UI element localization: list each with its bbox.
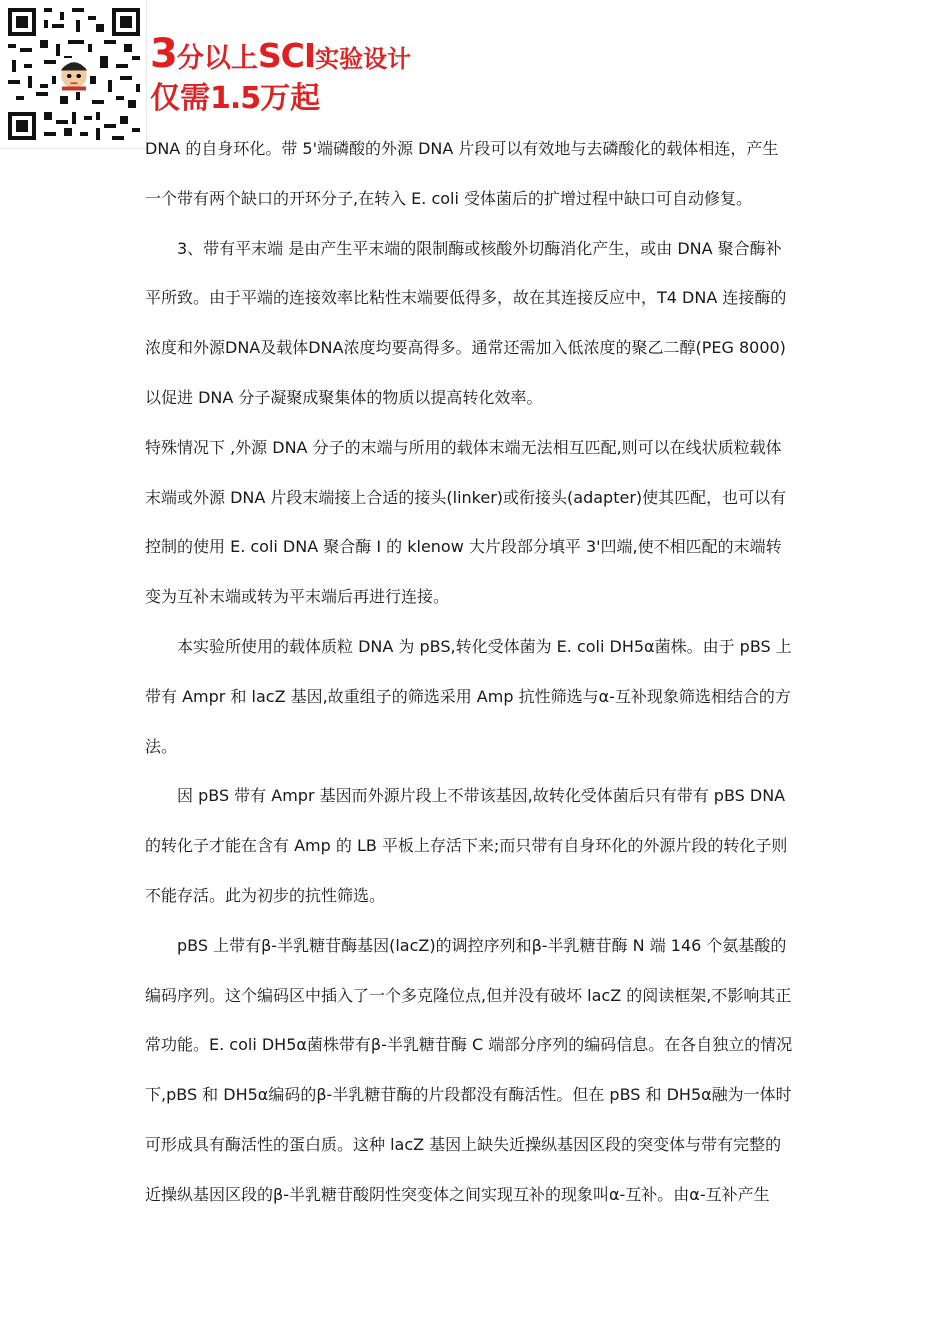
advertisement-banner[interactable]: [150, 31, 412, 116]
ad-text: 万起: [260, 81, 321, 116]
ad-text: 仅需: [150, 81, 210, 116]
text-line: 本实验所使用的载体质粒 DNA 为 pBS,转化受体菌为 E. coli DH5α菌株。由于 pBS 上: [177, 636, 792, 656]
text-line: 控制的使用 E. coli DNA 聚合酶 I 的 klenow 大片段部分填平 3'凹端,使不相匹配的末端转: [145, 537, 782, 557]
text-line: 下,pBS 和 DH5α编码的β-半乳糖苷酶的片段都没有酶活性。但在 pBS 和 DH5α融为一体时: [145, 1085, 792, 1105]
ad-text: 分以上: [176, 43, 258, 74]
text-line: 不能存活。此为初步的抗性筛选。: [145, 885, 386, 905]
text-line: 特殊情况下 ,外源 DNA 分子的末端与所用的载体末端无法相互匹配,则可以在线状质粒载体: [145, 437, 782, 457]
text-line: 常功能。E. coli DH5α菌株带有β-半乳糖苷酶 C 端部分序列的编码信息。在各自独立的情况: [145, 1035, 793, 1055]
text-line: 一个带有两个缺口的开环分子,在转入 E. coli 受体菌后的扩增过程中缺口可自动修复。: [145, 188, 753, 208]
text-line: 因 pBS 带有 Ampr 基因而外源片段上不带该基因,故转化受体菌后只有带有 pBS DNA: [177, 786, 786, 806]
text-line: 近操纵基因区段的β-半乳糖苷酸阴性突变体之间实现互补的现象叫α-互补。由α-互补产生: [145, 1184, 770, 1204]
text-line: 平所致。由于平端的连接效率比粘性末端要低得多，故在其连接反应中，T4 DNA 连接酶的: [145, 288, 787, 308]
qr-code-image[interactable]: [8, 8, 140, 140]
ad-price: 1.5: [210, 81, 261, 116]
text-line: 变为互补末端或转为平末端后再进行连接。: [145, 587, 450, 607]
text-line: pBS 上带有β-半乳糖苷酶基因(lacZ)的调控序列和β-半乳糖苷酶 N 端 146 个氨基酸的: [177, 935, 787, 955]
text-line: 编码序列。这个编码区中插入了一个多克隆位点,但并没有破坏 lacZ 的阅读框架,不影响其正: [145, 985, 792, 1005]
ad-number: 3: [150, 31, 177, 77]
text-line: 3、带有平末端 是由产生平末端的限制酶或核酸外切酶消化产生，或由 DNA 聚合酶补: [177, 238, 782, 258]
text-line: 带有 Ampr 和 lacZ 基因,故重组子的筛选采用 Amp 抗性筛选与α-互补现象筛选相结合的方: [145, 686, 791, 706]
ad-sci: SCI: [257, 36, 316, 75]
ad-price-line: [150, 81, 411, 116]
ad-headline: [150, 31, 412, 78]
text-line: 可形成具有酶活性的蛋白质。这种 lacZ 基因上缺失近操纵基因区段的突变体与带有完整的: [145, 1134, 782, 1154]
text-line: 浓度和外源DNA及载体DNA浓度均要高得多。通常还需加入低浓度的聚乙二醇(PEG 8000): [145, 338, 786, 358]
ad-text: 实验设计: [315, 45, 412, 73]
text-line: DNA 的自身环化。带 5'端磷酸的外源 DNA 片段可以有效地与去磷酸化的载体相连，产生: [145, 139, 779, 158]
text-line: 以促进 DNA 分子凝聚成聚集体的物质以提高转化效率。: [145, 387, 543, 407]
text-line: 的转化子才能在含有 Amp 的 LB 平板上存活下来;而只带有自身环化的外源片段的转化子则: [145, 836, 788, 856]
document-body: [145, 124, 817, 1220]
text-line: 末端或外源 DNA 片段末端接上合适的接头(linker)或衔接头(adapter)使其匹配，也可以有: [145, 487, 787, 507]
text-line: 法。: [145, 736, 178, 756]
